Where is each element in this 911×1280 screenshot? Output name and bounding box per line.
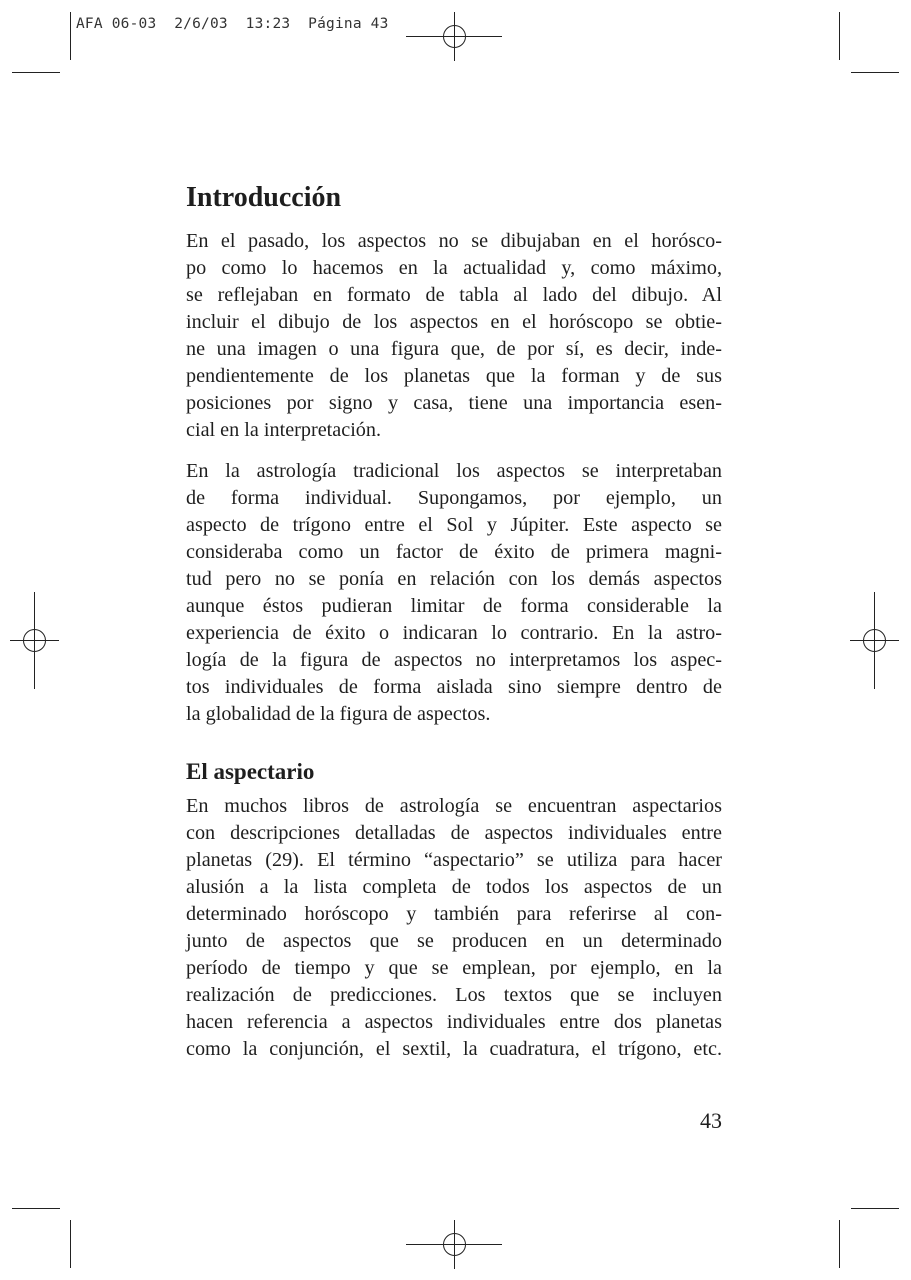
text-line: pendientemente de los planetas que la forman y de sus (186, 365, 722, 387)
text-line: determinado horóscopo y también para referirse al con- (186, 903, 722, 925)
paragraph-intro-2 (186, 458, 722, 728)
heading-el-aspectario: El aspectario (186, 759, 315, 784)
text-line: hacen referencia a aspectos individuales entre dos planetas (186, 1011, 722, 1033)
text-line: experiencia de éxito o indicaran lo contrario. En la astro- (186, 622, 722, 644)
registration-mark-bottom (406, 1220, 502, 1269)
text-line: En el pasado, los aspectos no se dibujaban en el horósco- (186, 230, 722, 252)
text-line: consideraba como un factor de éxito de primera magni- (186, 541, 722, 563)
text-line: período de tiempo y que se emplean, por ejemplo, en la (186, 957, 722, 979)
text-line: realización de predicciones. Los textos que se incluyen (186, 984, 722, 1006)
text-line: posiciones por signo y casa, tiene una importancia esen- (186, 392, 722, 414)
text-line: cial en la interpretación. (186, 419, 382, 441)
text-line: planetas (29). El término “aspectario” se utiliza para hacer (186, 849, 722, 871)
text-line: de forma individual. Supongamos, por ejemplo, un (186, 487, 722, 509)
text-line: ne una imagen o una figura que, de por sí, es decir, inde- (186, 338, 722, 360)
text-line: En muchos libros de astrología se encuentran aspectarios (186, 795, 722, 817)
text-line: En la astrología tradicional los aspectos se interpretaban (186, 460, 722, 482)
text-line: alusión a la lista completa de todos los aspectos de un (186, 876, 722, 898)
paragraph-intro-1 (186, 228, 722, 444)
text-line: con descripciones detalladas de aspectos individuales entre (186, 822, 722, 844)
print-slug: AFA 06-03 2/6/03 13:23 Página 43 (76, 16, 389, 32)
text-line: aunque éstos pudieran limitar de forma considerable la (186, 595, 722, 617)
text-line: incluir el dibujo de los aspectos en el horóscopo se obtie- (186, 311, 722, 333)
text-line: junto de aspectos que se producen en un determinado (186, 930, 722, 952)
paragraph-aspectario (186, 793, 722, 1063)
registration-mark-left (10, 592, 59, 689)
text-line: aspecto de trígono entre el Sol y Júpiter. Este aspecto se (186, 514, 722, 536)
text-line: po como lo hacemos en la actualidad y, como máximo, (186, 257, 722, 279)
registration-mark-right (850, 592, 899, 689)
text-line: la globalidad de la figura de aspectos. (186, 703, 491, 725)
page-body (186, 178, 722, 1077)
text-line: tud pero no se ponía en relación con los demás aspectos (186, 568, 722, 590)
text-line: tos individuales de forma aislada sino siempre dentro de (186, 676, 722, 698)
page-number: 43 (700, 1108, 722, 1133)
registration-mark-top (406, 12, 502, 61)
text-line: logía de la figura de aspectos no interpretamos los aspec- (186, 649, 722, 671)
text-line: se reflejaban en formato de tabla al lado del dibujo. Al (186, 284, 722, 306)
text-line: como la conjunción, el sextil, la cuadratura, el trígono, etc. (186, 1038, 722, 1060)
heading-introduccion: Introducción (186, 182, 342, 213)
